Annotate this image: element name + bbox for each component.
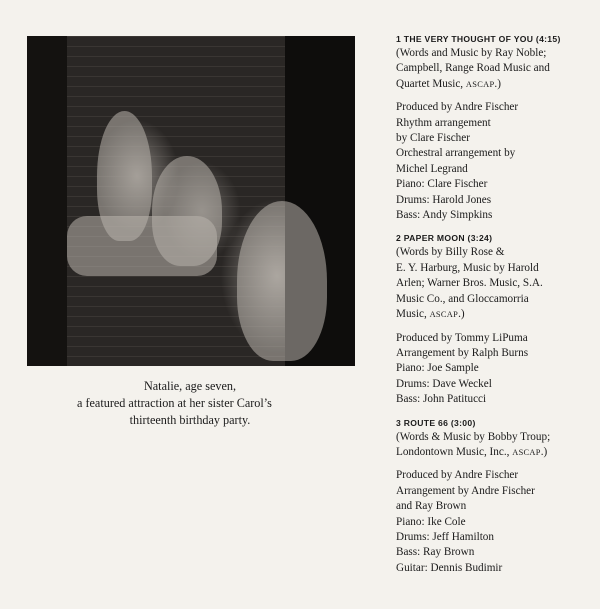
rights-line: Londontown Music, Inc., ASCAP.) xyxy=(396,445,548,458)
track-credits xyxy=(396,34,596,586)
credit-line: Arrangement by Andre Fischer xyxy=(396,484,535,497)
rights-line: (Words by Billy Rose & xyxy=(396,246,505,259)
photo-brick-pillar xyxy=(27,36,67,366)
rights-line: (Words and Music by Ray Noble; xyxy=(396,47,547,59)
track-3 xyxy=(396,418,596,577)
birthday-party-photo xyxy=(27,36,355,366)
credit-line: Produced by Andre Fischer xyxy=(396,469,519,482)
rights-line: E. Y. Harburg, Music by Harold xyxy=(396,261,539,274)
track-2 xyxy=(396,233,596,407)
credit-line: Piano: Joe Sample xyxy=(396,362,479,375)
credit-line: Guitar: Dennis Budimir xyxy=(396,561,503,574)
credit-line: Bass: Ray Brown xyxy=(396,546,475,559)
credit-line: Drums: Harold Jones xyxy=(396,193,492,206)
track-title: 2 PAPER MOON (3:24) xyxy=(396,233,493,244)
credit-line: Orchestral arrangement by xyxy=(396,147,516,160)
rights-line: Quartet Music, ASCAP.) xyxy=(396,77,501,90)
rights-line: Campbell, Range Road Music and xyxy=(396,62,550,75)
track-1 xyxy=(396,34,596,223)
credit-line: Piano: Ike Cole xyxy=(396,515,466,528)
credit-line: Michel Legrand xyxy=(396,162,468,175)
credit-line: Rhythm arrangement xyxy=(396,116,491,129)
credit-line: Produced by Tommy LiPuma xyxy=(396,331,528,344)
caption-line: a featured attraction at her sister Carol’s xyxy=(77,396,272,410)
rights-line: Music, ASCAP.) xyxy=(396,308,465,321)
photo-gift-box xyxy=(67,216,217,276)
rights-line: Arlen; Warner Bros. Music, S.A. xyxy=(396,277,543,290)
caption-line: Natalie, age seven, xyxy=(143,379,237,393)
rights-line: (Words & Music by Bobby Troup; xyxy=(396,430,551,443)
credit-line: Piano: Clare Fischer xyxy=(396,178,488,191)
credit-line: Drums: Dave Weckel xyxy=(396,377,492,390)
credit-line: Bass: John Patitucci xyxy=(396,393,487,406)
rights-line: Music Co., and Gloccamorria xyxy=(396,292,529,305)
credit-line: and Ray Brown xyxy=(396,500,467,513)
credit-line: Drums: Jeff Hamilton xyxy=(396,530,494,543)
photo-figure-boy xyxy=(237,201,327,361)
track-title: 3 ROUTE 66 (3:00) xyxy=(396,417,476,428)
photo-caption xyxy=(77,378,272,429)
credit-line: Produced by Andre Fischer xyxy=(396,101,519,114)
credit-line: by Clare Fischer xyxy=(396,132,470,145)
caption-line: thirteenth birthday party. xyxy=(129,413,251,427)
credit-line: Arrangement by Ralph Burns xyxy=(396,346,529,359)
track-title: 1 THE VERY THOUGHT OF YOU (4:15) xyxy=(396,34,561,44)
credit-line: Bass: Andy Simpkins xyxy=(396,209,493,222)
